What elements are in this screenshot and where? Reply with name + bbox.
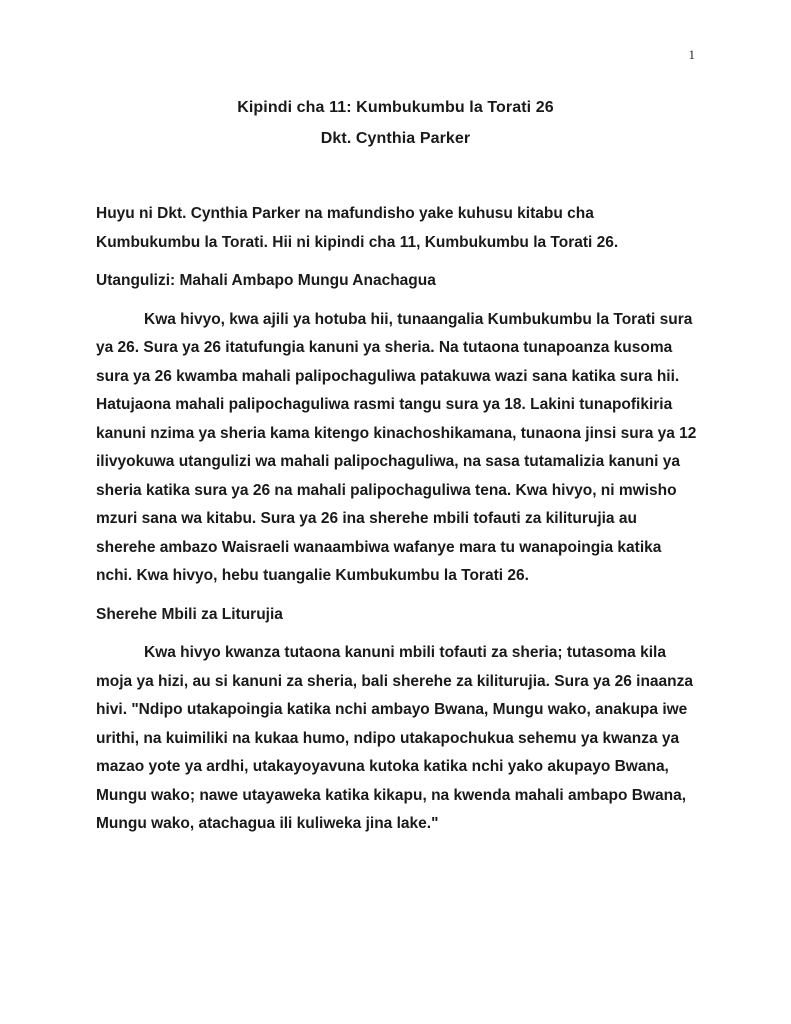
page-number: 1 <box>688 47 695 62</box>
document-body <box>96 200 700 849</box>
title-block <box>0 92 791 154</box>
section-paragraph-liturgy: Kwa hivyo kwanza tutaona kanuni mbili tofauti za sheria; tutasoma kila moja ya hizi, au si kanuni za sheria, bali sherehe za kiliturujia. Sura ya 26 inaanza hivi. "Ndipo utakapoingia katika nchi ambayo Bwana, Mungu wako, anakupa iwe urithi, na kuimiliki na kukaa humo, ndipo utakapochukua sehemu ya kwanza ya mazao yote ya ardhi, utakayoyavuna kutoka katika nchi yako akupayo Bwana, Mungu wako; nawe utayaweka katika kikapu, na kwenda mahali ambapo Bwana, Mungu wako, atachagua ili kuliweka jina lake." <box>96 644 693 832</box>
section-paragraph-introduction: Kwa hivyo, kwa ajili ya hotuba hii, tunaangalia Kumbukumbu la Torati sura ya 26. Sura ya 26 itatufungia kanuni ya sheria. Na tutaona tunapoanza kusoma sura ya 26 kwamba mahali palipochaguliwa patakuwa wazi sana katika sura hii. Hatujaona mahali palipochaguliwa rasmi tangu sura ya 18. Lakini tunapofikiria kanuni nzima ya sheria kama kitengo kinachoshikamana, tunaona jinsi sura ya 12 ilivyokuwa utangulizi wa mahali palipochaguliwa, na sasa tutamalizia kanuni ya sheria katika sura ya 26 na mahali palipochaguliwa tena. Kwa hivyo, ni mwisho mzuri sana wa kitabu. Sura ya 26 ina sherehe mbili tofauti za kiliturujia au sherehe ambazo Waisraeli wanaambiwa wafanye mara tu wanapoingia katika nchi. Kwa hivyo, hebu tuangalie Kumbukumbu la Torati 26. <box>96 310 697 584</box>
section-heading-introduction: Utangulizi: Mahali Ambapo Mungu Anachagua <box>96 272 436 289</box>
section-heading-liturgy: Sherehe Mbili za Liturujia <box>96 605 283 623</box>
intro-paragraph: Huyu ni Dkt. Cynthia Parker na mafundisho yake kuhusu kitabu cha Kumbukumbu la Torati. Hii ni kipindi cha 11, Kumbukumbu la Torati 26. <box>96 205 619 251</box>
document-author: Dkt. Cynthia Parker <box>320 130 471 147</box>
document-title: Kipindi cha 11: Kumbukumbu la Torati 26 <box>237 99 554 116</box>
